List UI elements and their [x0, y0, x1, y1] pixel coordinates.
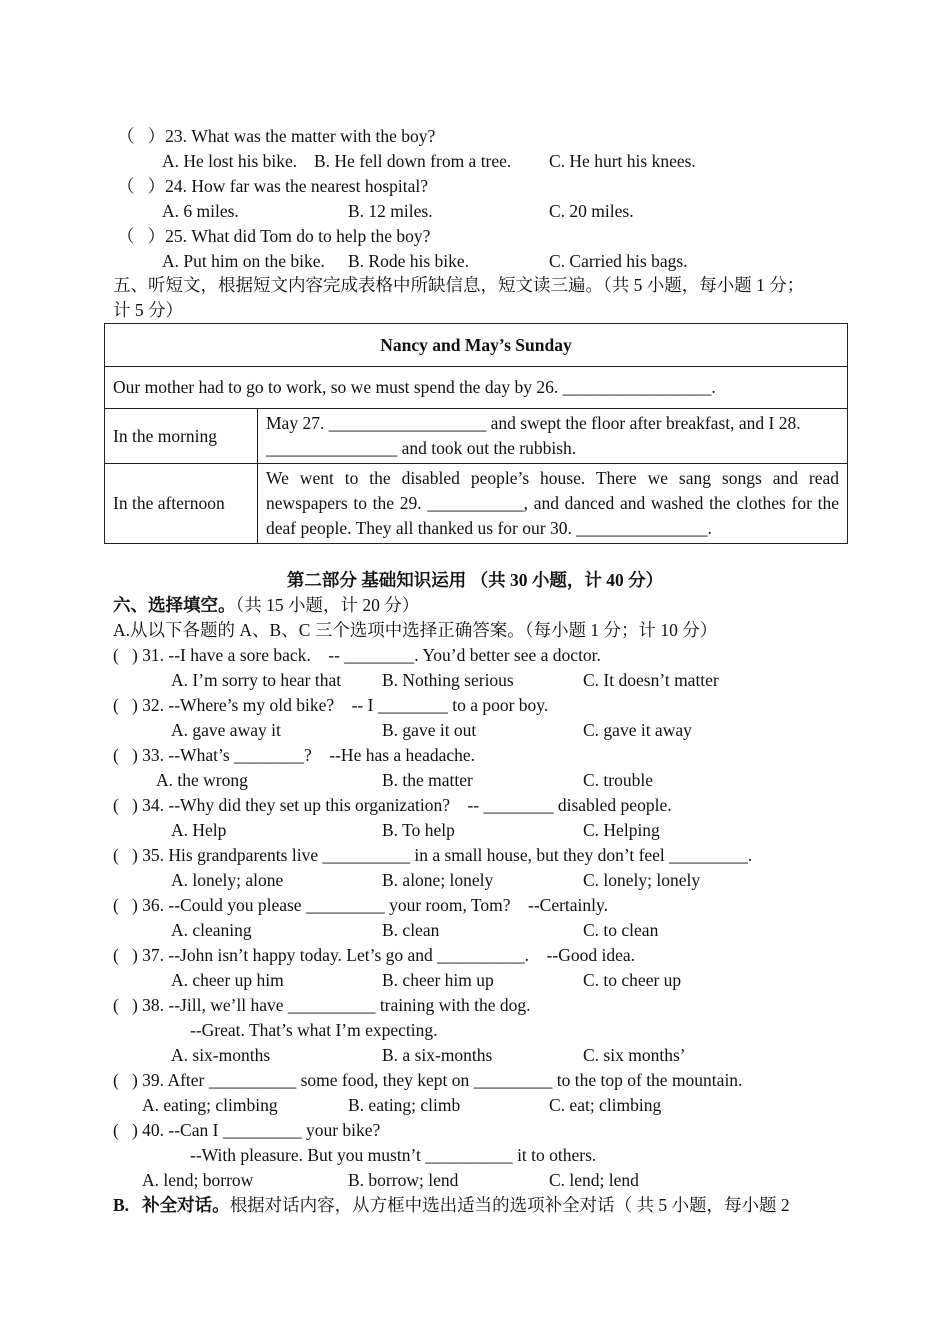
table-afternoon-label: In the afternoon — [105, 464, 258, 544]
question-23-option-b: B. He fell down from a tree. — [314, 151, 512, 171]
question-33-option-c: C. trouble — [583, 770, 653, 790]
question-33-option-a: A. the wrong — [156, 770, 248, 790]
question-24-option-c: C. 20 miles. — [549, 201, 634, 221]
question-23-stem: （ ）23. What was the matter with the boy? — [117, 126, 436, 146]
question-35-stem: ( ) 35. His grandparents live __________ in a small house, but they don’t feel _________. — [113, 845, 753, 865]
question-40-option-b: B. borrow; lend — [348, 1170, 459, 1190]
section6-title: 六、选择填空。 — [113, 595, 236, 615]
table-morning-label: In the morning — [105, 409, 258, 464]
question-23-option-c: C. He hurt his knees. — [549, 151, 696, 171]
question-23-option-a: A. He lost his bike. — [162, 151, 298, 171]
question-24-option-a: A. 6 miles. — [162, 201, 239, 221]
question-25-stem: （ ）25. What did Tom do to help the boy? — [117, 226, 431, 246]
table-intro: Our mother had to go to work, so we must spend the day by 26. _________________. — [105, 367, 848, 409]
question-31-option-a: A. I’m sorry to hear that — [171, 670, 342, 690]
question-24-option-b: B. 12 miles. — [348, 201, 433, 221]
question-35-option-c: C. lonely; lonely — [583, 870, 701, 890]
subsection-a-instruction: A.从以下各题的 A、B、C 三个选项中选择正确答案。（每小题 1 分；计 10 分） — [113, 620, 718, 640]
question-39-option-c: C. eat; climbing — [549, 1095, 662, 1115]
question-24-stem: （ ）24. How far was the nearest hospital? — [117, 176, 429, 196]
subsection-b-label: B. 补全对话。 — [113, 1195, 230, 1215]
subsection-b-instruction — [113, 1193, 790, 1218]
question-36-option-b: B. clean — [382, 920, 440, 940]
question-31-option-c: C. It doesn’t matter — [583, 670, 719, 690]
question-40-continuation: --With pleasure. But you mustn’t __________ it to others. — [190, 1145, 597, 1165]
question-25-option-b: B. Rode his bike. — [348, 251, 470, 271]
question-36-stem: ( ) 36. --Could you please _________ your room, Tom? --Certainly. — [113, 895, 609, 915]
question-25-option-c: C. Carried his bags. — [549, 251, 688, 271]
section6-note: （共 15 小题，计 20 分） — [235, 595, 420, 615]
question-36-option-a: A. cleaning — [171, 920, 252, 940]
question-31-stem: ( ) 31. --I have a sore back. -- ________. You’d better see a doctor. — [113, 645, 601, 665]
section5-instruction-line1: 五、听短文，根据短文内容完成表格中所缺信息，短文读三遍。（共 5 小题，每小题 1 分； — [113, 275, 805, 295]
question-33-option-b: B. the matter — [382, 770, 473, 790]
question-25-option-a: A. Put him on the bike. — [162, 251, 325, 271]
info-table — [104, 323, 848, 544]
question-38-option-c: C. six months’ — [583, 1045, 686, 1065]
question-39-option-b: B. eating; climb — [348, 1095, 461, 1115]
table-morning-text: May 27. __________________ and swept the floor after breakfast, and I 28. _______________ and took out the rubbish. — [258, 409, 848, 464]
question-34-option-a: A. Help — [171, 820, 227, 840]
question-39-stem: ( ) 39. After __________ some food, they kept on _________ to the top of the mountain. — [113, 1070, 743, 1090]
question-38-option-b: B. a six-months — [382, 1045, 493, 1065]
question-37-option-c: C. to cheer up — [583, 970, 682, 990]
question-32-option-c: C. gave it away — [583, 720, 692, 740]
table-title: Nancy and May’s Sunday — [105, 324, 848, 367]
question-38-stem: ( ) 38. --Jill, we’ll have __________ training with the dog. — [113, 995, 531, 1015]
section6-heading — [113, 593, 419, 618]
question-35-option-a: A. lonely; alone — [171, 870, 284, 890]
question-40-option-a: A. lend; borrow — [142, 1170, 254, 1190]
part2-heading: 第二部分 基础知识运用 （共 30 小题，计 40 分） — [286, 570, 664, 590]
question-32-option-a: A. gave away it — [171, 720, 281, 740]
question-36-option-c: C. to clean — [583, 920, 659, 940]
question-38-continuation: --Great. That’s what I’m expecting. — [190, 1020, 438, 1040]
question-40-option-c: C. lend; lend — [549, 1170, 639, 1190]
question-37-option-b: B. cheer him up — [382, 970, 494, 990]
question-40-stem: ( ) 40. --Can I _________ your bike? — [113, 1120, 381, 1140]
question-34-stem: ( ) 34. --Why did they set up this organization? -- ________ disabled people. — [113, 795, 672, 815]
question-39-option-a: A. eating; climbing — [142, 1095, 278, 1115]
subsection-b-text: 根据对话内容，从方框中选出适当的选项补全对话（ 共 5 小题，每小题 2 — [229, 1195, 790, 1215]
table-afternoon-text: We went to the disabled people’s house. There we sang songs and read newspapers to the 29. ___________, and danced and washed the clothes for the deaf people. They all thanked us for our 30. _______________. — [258, 464, 848, 544]
question-32-stem: ( ) 32. --Where’s my old bike? -- I ________ to a poor boy. — [113, 695, 549, 715]
question-33-stem: ( ) 33. --What’s ________? --He has a headache. — [113, 745, 476, 765]
question-38-option-a: A. six-months — [171, 1045, 271, 1065]
section5-instruction-line2: 计 5 分） — [113, 300, 183, 320]
question-31-option-b: B. Nothing serious — [382, 670, 514, 690]
question-37-stem: ( ) 37. --John isn’t happy today. Let’s go and __________. --Good idea. — [113, 945, 636, 965]
question-34-option-c: C. Helping — [583, 820, 660, 840]
question-32-option-b: B. gave it out — [382, 720, 477, 740]
question-37-option-a: A. cheer up him — [171, 970, 284, 990]
question-34-option-b: B. To help — [382, 820, 455, 840]
question-35-option-b: B. alone; lonely — [382, 870, 494, 890]
